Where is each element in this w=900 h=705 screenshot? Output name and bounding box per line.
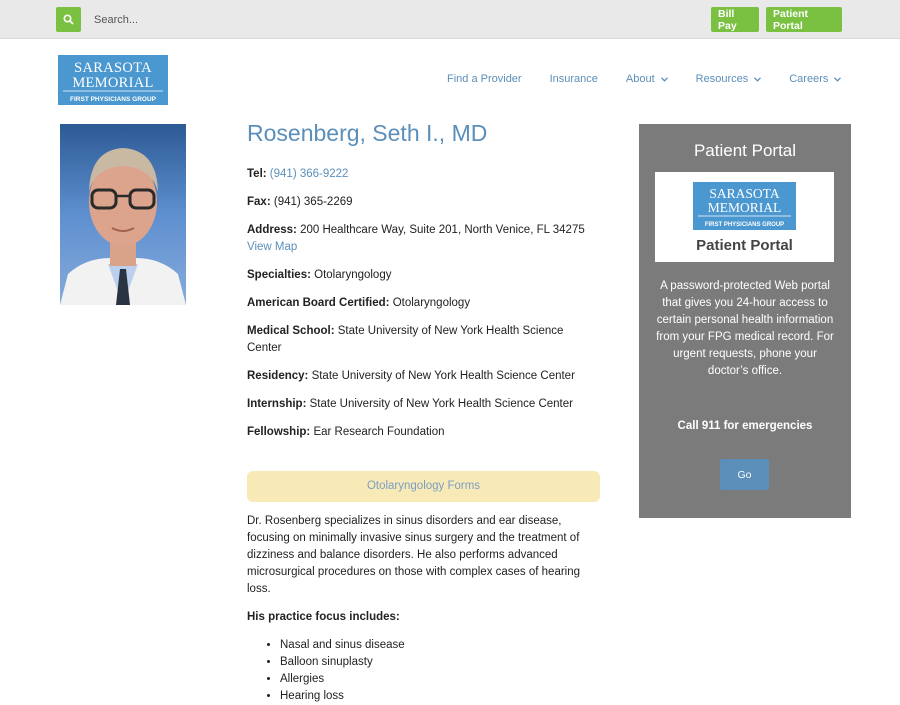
go-button[interactable]: Go xyxy=(720,459,769,490)
nav-about[interactable] xyxy=(626,73,668,85)
residency-field xyxy=(247,368,600,385)
board-field xyxy=(247,295,600,312)
address-value: 200 Healthcare Way, Suite 201, North Venice, FL 34275 xyxy=(300,224,585,236)
specialties-label: Specialties: xyxy=(247,269,311,281)
svg-text:FIRST PHYSICIANS GROUP: FIRST PHYSICIANS GROUP xyxy=(70,96,156,103)
portal-logo-card xyxy=(655,172,834,262)
board-value: Otolaryngology xyxy=(392,297,471,309)
board-label: American Board Certified: xyxy=(247,297,390,309)
fellowship-value: Ear Research Foundation xyxy=(313,426,445,438)
provider-name: Rosenberg, Seth I., MD xyxy=(247,120,488,146)
fax-field xyxy=(247,194,600,211)
emergency-notice: Call 911 for emergencies xyxy=(677,420,813,432)
otolaryngology-forms-button[interactable]: Otolaryngology Forms xyxy=(247,471,600,502)
sarasota-memorial-logo[interactable] xyxy=(58,55,168,105)
search-button[interactable] xyxy=(56,7,81,32)
sidebar-title: Patient Portal xyxy=(693,141,797,160)
specialties-value: Otolaryngology xyxy=(314,269,392,281)
chevron-down-icon xyxy=(754,77,761,82)
residency-label: Residency: xyxy=(247,370,309,382)
internship-value: State University of New York Health Science Center xyxy=(309,398,573,410)
nav-label: About xyxy=(625,73,655,85)
nav-resources[interactable] xyxy=(696,73,762,85)
tel-link[interactable]: (941) 366-9222 xyxy=(269,168,349,180)
portal-logo xyxy=(655,172,834,262)
patient-portal-sidebar xyxy=(639,124,851,518)
bill-pay-button[interactable]: Bill Pay xyxy=(711,7,759,32)
focus-list xyxy=(247,637,600,705)
medical-school-field xyxy=(247,323,600,357)
portal-logo-caption: Patient Portal xyxy=(696,237,793,254)
list-item: • Nasal and sinus disease xyxy=(280,637,600,654)
nav-label: Resources xyxy=(695,73,749,85)
nav-find-provider[interactable] xyxy=(447,73,522,85)
list-item: • Hearing loss xyxy=(280,688,600,705)
view-map-link[interactable]: View Map xyxy=(247,241,298,253)
fellowship-field xyxy=(247,424,600,441)
specialties-field xyxy=(247,267,600,284)
address-label: Address: xyxy=(247,224,297,236)
list-item: • Allergies xyxy=(280,671,600,688)
search-icon xyxy=(63,14,74,25)
main-nav xyxy=(447,73,869,85)
svg-text:SARASOTA: SARASOTA xyxy=(74,60,152,76)
portal-description: A password-protected Web portal that gives you 24-hour access to certain personal health information from your FPG medical record. For urgent requests, phone your doctor’s office. xyxy=(656,280,834,377)
portal-logo-line3: FIRST PHYSICIANS GROUP xyxy=(704,222,785,228)
provider-details xyxy=(247,118,600,705)
portal-logo-line1: SARASOTA xyxy=(709,186,780,201)
focus-title: His practice focus includes: xyxy=(247,611,400,623)
fax-label: Fax: xyxy=(247,196,271,208)
search-input[interactable] xyxy=(86,8,386,32)
nav-label: Insurance xyxy=(549,73,598,85)
nav-insurance[interactable] xyxy=(550,73,598,85)
nav-careers[interactable] xyxy=(789,73,841,85)
svg-text:MEMORIAL: MEMORIAL xyxy=(72,75,154,91)
utility-bar xyxy=(0,0,900,39)
provider-bio: Dr. Rosenberg specializes in sinus disorders and ear disease, focusing on minimally invasive sinus surgery and the treatment of dizziness and balance disorders. He also performs advanced microsurgical procedures on those with complex cases of hearing loss. xyxy=(247,515,581,595)
internship-field xyxy=(247,396,600,413)
chevron-down-icon xyxy=(834,77,841,82)
tel-label: Tel: xyxy=(247,168,267,180)
tel-field xyxy=(247,166,600,183)
nav-label: Careers xyxy=(789,73,829,85)
fax-value: (941) 365-2269 xyxy=(273,196,353,208)
nav-label: Find a Provider xyxy=(447,73,522,85)
internship-label: Internship: xyxy=(247,398,307,410)
patient-portal-button[interactable]: Patient Portal xyxy=(766,7,842,32)
medical-school-label: Medical School: xyxy=(247,325,335,337)
provider-photo xyxy=(60,124,186,305)
portal-logo-line2: MEMORIAL xyxy=(707,200,782,215)
fellowship-label: Fellowship: xyxy=(247,426,311,438)
chevron-down-icon xyxy=(661,77,668,82)
address-field xyxy=(247,222,600,256)
list-item: • Balloon sinuplasty xyxy=(280,654,600,671)
residency-value: State University of New York Health Science Center xyxy=(311,370,575,382)
medical-school-value: State University of New York Health Science Center xyxy=(247,325,564,354)
